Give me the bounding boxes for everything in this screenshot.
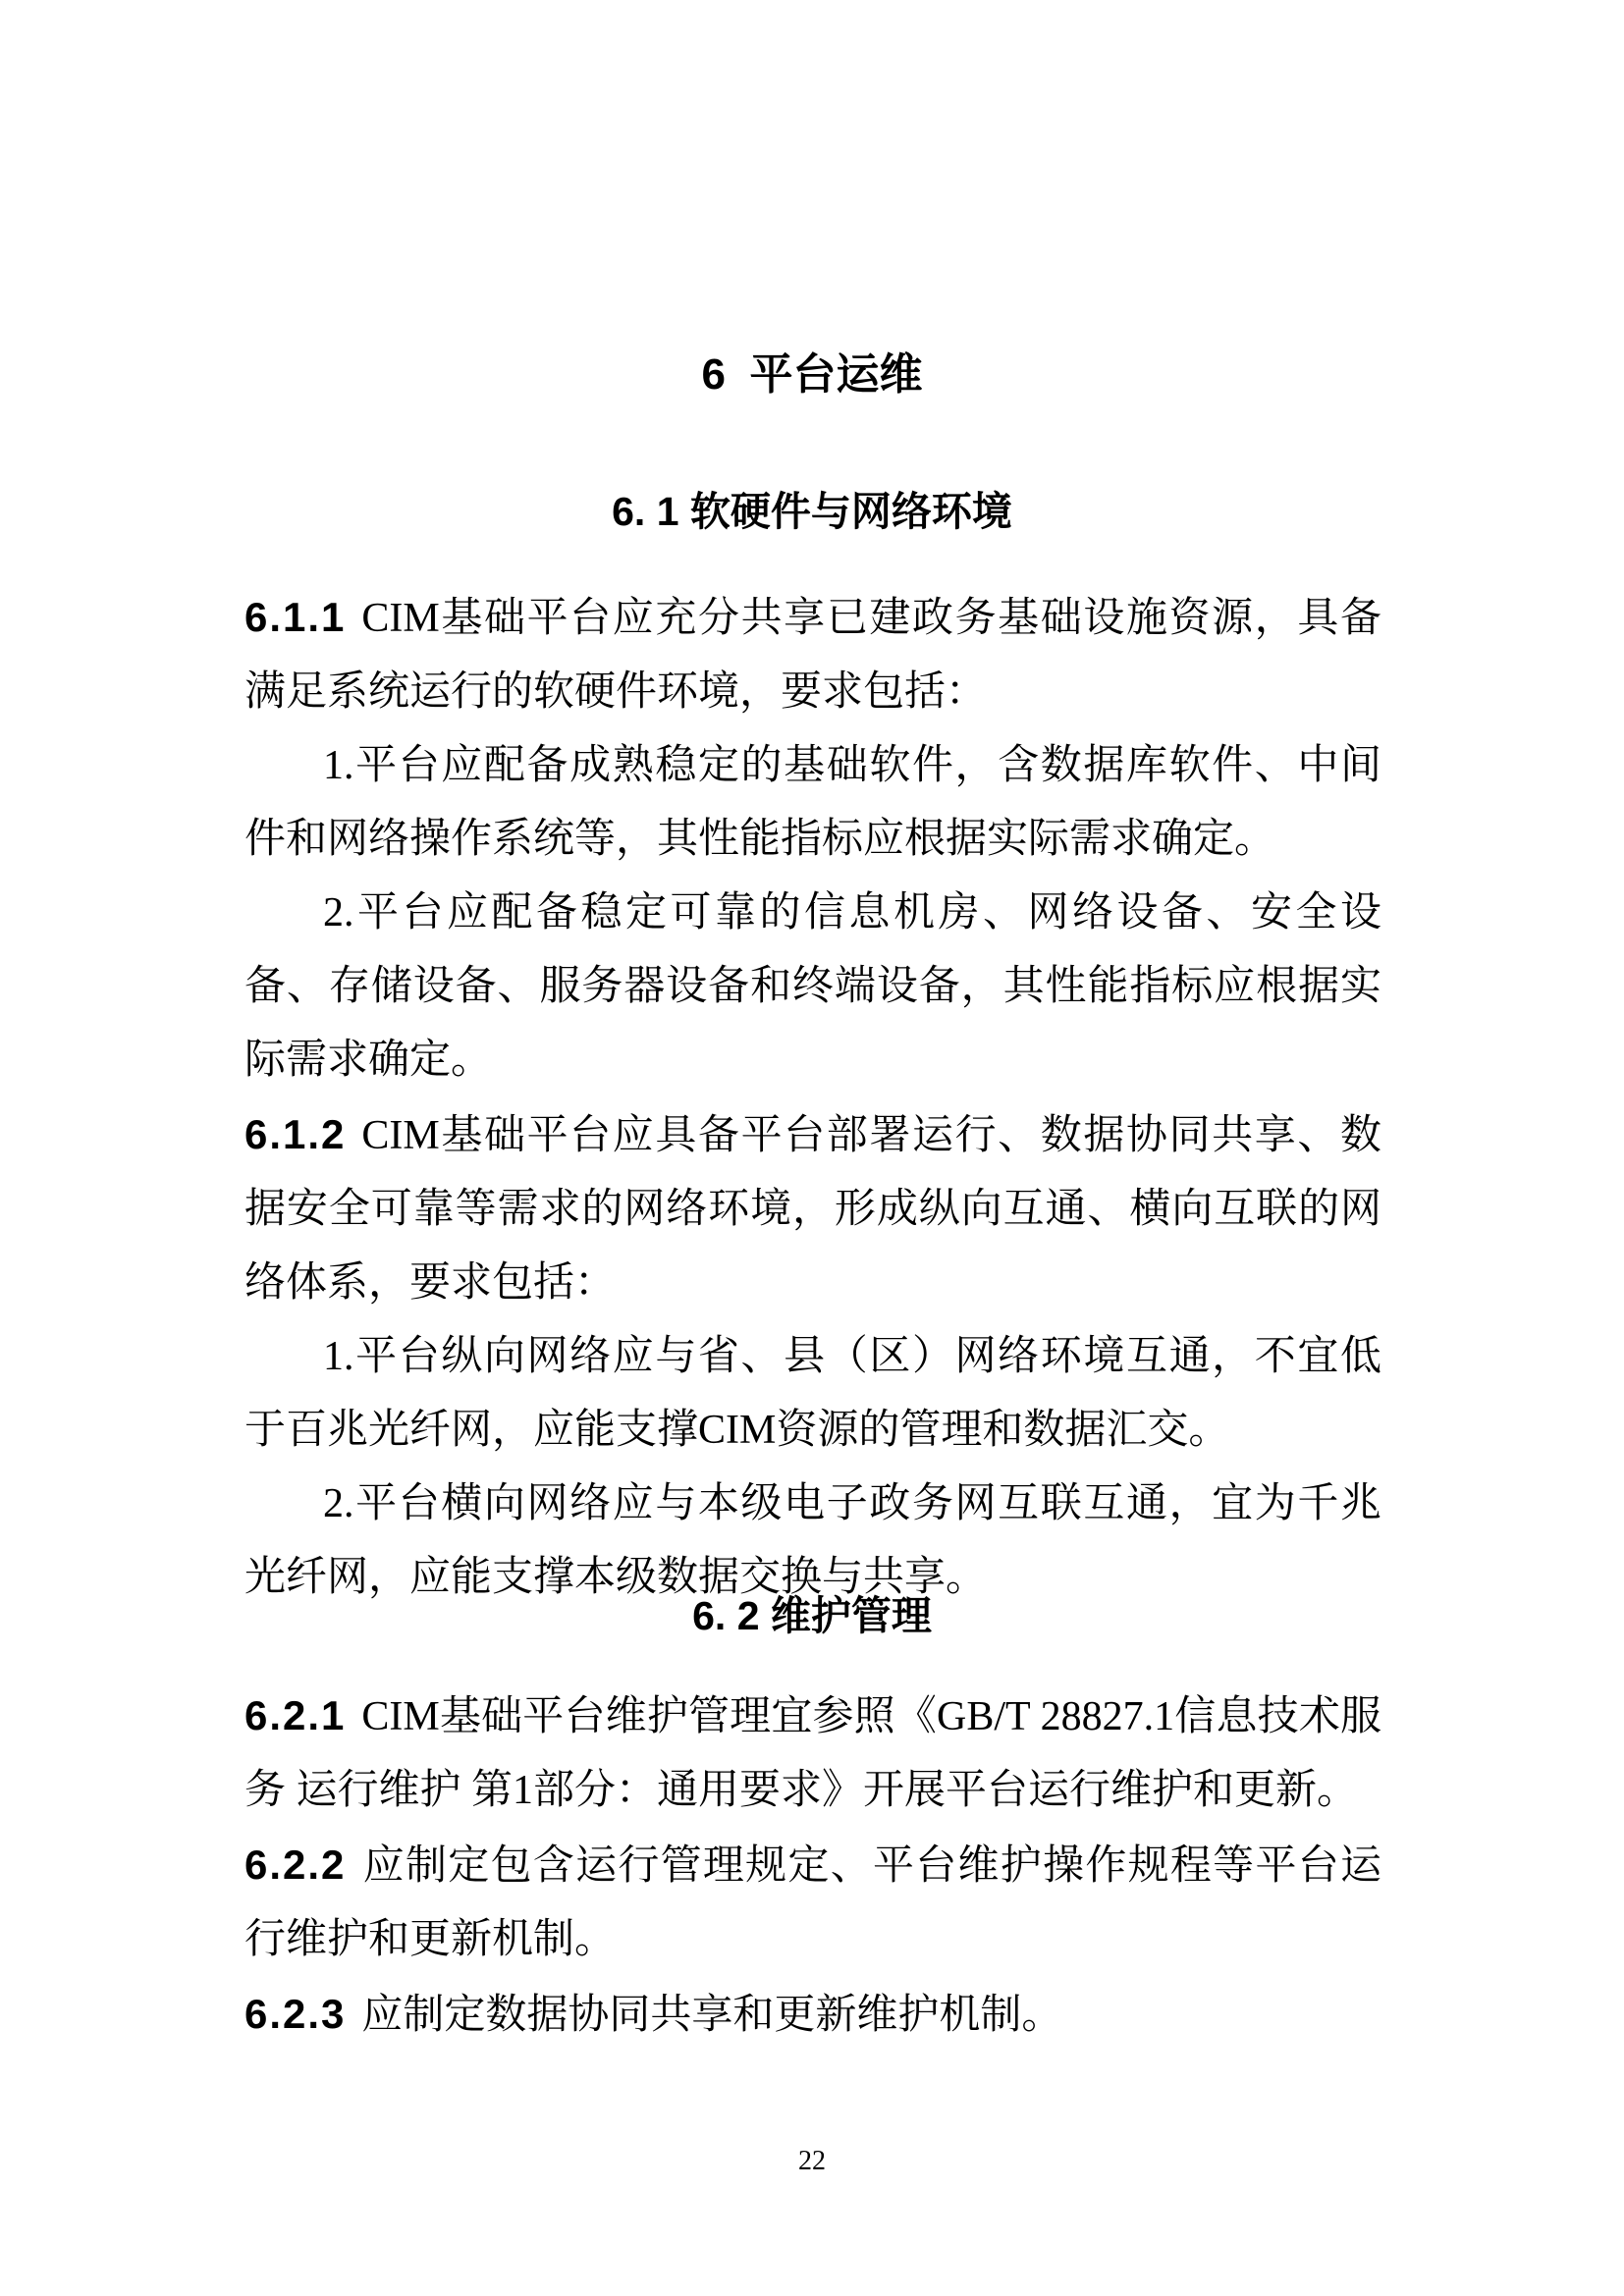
section-heading-6-2: 6. 2 维护管理 — [692, 1593, 932, 1638]
clause-text: CIM基础平台应充分共享已建政务基础设施资源，具备满足系统运行的软硬件环境，要求包括： — [244, 596, 1381, 715]
clause-text: 应制定包含运行管理规定、平台维护操作规程等平台运行维护和更新机制。 — [244, 1843, 1381, 1962]
chapter-title: 6 平台运维 — [701, 350, 923, 399]
list-item-1: 1.平台纵向网络应与省、县（区）网络环境互通，不宜低于百兆光纤网，应能支撑CIM资源的管理和数据汇交。 — [244, 1334, 1381, 1453]
clause-number: 6.1.2 — [244, 1111, 347, 1157]
clause-6-2-3 — [244, 1977, 1381, 2053]
page-number: 22 — [798, 2146, 826, 2176]
clause-number: 6.2.2 — [244, 1842, 347, 1888]
clause-number: 6.2.1 — [244, 1692, 347, 1738]
clause-6-1-2 — [244, 1097, 1381, 1320]
clause-text: CIM基础平台维护管理宜参照《GB/T 28827.1信息技术服务 运行维护 第1部分：通用要求》开展平台运行维护和更新。 — [244, 1694, 1381, 1813]
clause-number: 6.1.1 — [244, 594, 347, 640]
section-6-1-body — [244, 580, 1381, 1615]
clause-number: 6.2.3 — [244, 1991, 347, 2037]
clause-6-2-2 — [244, 1828, 1381, 1977]
list-item-2: 2.平台应配备稳定可靠的信息机房、网络设备、安全设备、存储设备、服务器设备和终端设备，其性能指标应根据实际需求确定。 — [244, 890, 1381, 1083]
clause-6-2-1 — [244, 1679, 1381, 1828]
clause-text: 应制定数据协同共享和更新维护机制。 — [361, 1993, 1063, 2038]
section-heading-6-1: 6. 1 软硬件与网络环境 — [612, 489, 1012, 534]
clause-text: CIM基础平台应具备平台部署运行、数据协同共享、数据安全可靠等需求的网络环境，形成纵向互通、横向互联的网络体系，要求包括： — [244, 1113, 1381, 1306]
section-6-2-body — [244, 1679, 1381, 2053]
clause-6-1-1 — [244, 580, 1381, 729]
list-item-1: 1.平台应配备成熟稳定的基础软件，含数据库软件、中间件和网络操作系统等，其性能指标应根据实际需求确定。 — [244, 743, 1381, 862]
list-item-2: 2.平台横向网络应与本级电子政务网互联互通，宜为千兆光纤网，应能支撑本级数据交换与共享。 — [244, 1481, 1381, 1600]
